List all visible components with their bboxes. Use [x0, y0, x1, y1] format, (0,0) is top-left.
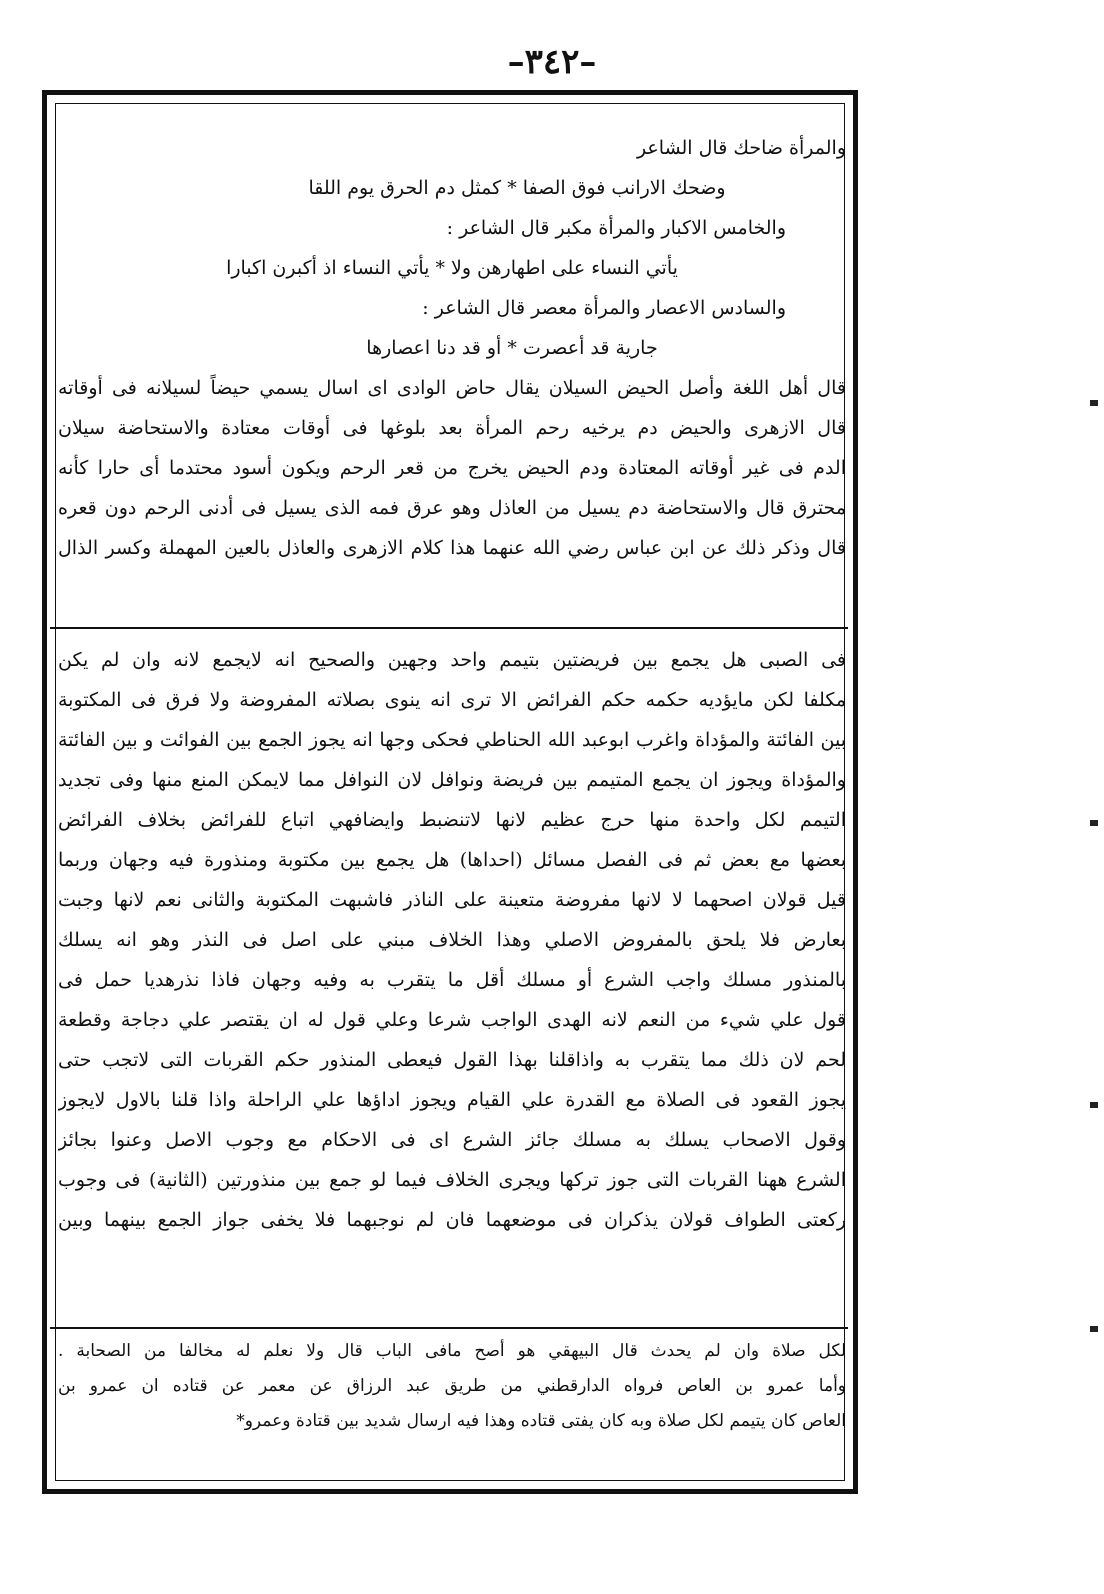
footnote-section: [58, 1334, 846, 1439]
text-line: يجوز القعود فى الصلاة مع القدرة علي القيام ويجوز اداؤها علي الراحلة واذا قلنا بالاول لايجوز: [58, 1089, 846, 1111]
text-line: الدم فى غير أوقاته المعتادة ودم الحيض يخرج من قعر الرحم ويكون أسود محتدما أى حارا كأنه: [58, 457, 846, 479]
scan-mark: [1090, 400, 1098, 406]
text-line: التيمم لكل واحدة منها حرج عظيم لانها لاتنضبط وايضافهي اتباع للفرائض بخلاف الفرائض: [58, 809, 846, 831]
verse-line: وضحك الارانب فوق الصفا * كمثل دم الحرق يوم اللقا: [308, 177, 726, 199]
verse-line: جارية قد أعصرت * أو قد دنا اعصارها: [366, 337, 658, 359]
text-line: بين الفائتة والمؤداة واغرب ابوعبد الله الحناطي فحكى وجها انه يجوز الجمع بين الفوائت و بين الفائتة: [58, 729, 846, 751]
footnote-line: وأما عمرو بن العاص فرواه الدارقطني من طريق عبد الرزاق عن معمر عن قتاده ان عمرو بن: [58, 1376, 846, 1396]
upper-section: [58, 128, 846, 568]
text-line: قال الازهرى والحيض دم يرخيه رحم المرأة بعد بلوغها فى أوقات معتادة والاستحاضة سيلان: [58, 417, 846, 439]
text-line: وقول الاصحاب يسلك به مسلك جائز الشرع اى فى الاحكام مع وجوب الاصل وعنوا بجائز: [58, 1129, 846, 1151]
text-line: الشرع ههنا القربات التى جوز تركها ويجرى الخلاف فيما لو جمع بين منذورتين (الثانية) فى وجوب: [58, 1169, 846, 1191]
footnote-line: لكل صلاة وان لم يحدث قال البيهقي هو أصح مافى الباب قال ولا نعلم له مخالفا من الصحابة .: [58, 1341, 846, 1361]
text-line: والخامس الاكبار والمرأة مكبر قال الشاعر :: [446, 217, 786, 239]
verse-line: يأتي النساء على اطهارهن ولا * يأتي النساء اذ أكبرن اكبارا: [226, 257, 678, 279]
scan-mark: [1090, 1326, 1098, 1332]
text-line: والمرأة ضاحك قال الشاعر: [636, 137, 846, 159]
text-line: بعارض فلا يلحق بالمفروض الاصلي وهذا الخلاف مبني على اصل فى النذر وهو انه يسلك: [58, 929, 846, 951]
text-line: بالمنذور مسلك واجب الشرع أو مسلك أقل ما يتقرب به وفيه وجهان فاذا نذرهديا حمل فى: [58, 969, 846, 991]
text-line: قول علي شيء من النعم لانه الهدى الواجب شرعا وعلي قول له ان يقتصر علي دجاجة وقطعة: [58, 1009, 846, 1031]
text-line: ركعتى الطواف قولان يذكران فى موضعهما فان لم نوجبهما فلا يخفى جواز الجمع بينهما وبين: [58, 1209, 846, 1231]
text-line: قال أهل اللغة وأصل الحيض السيلان يقال حاض الوادى اى اسال يسمي حيضاً لسيلانه فى أوقاته: [58, 377, 846, 399]
text-line: قيل قولان اصحهما لا لانها مفروضة متعينة على الناذر فاشبهت المكتوبة والثانى نعم لانها وجبت: [58, 889, 846, 911]
section-divider: [50, 627, 848, 629]
text-line: فى الصبى هل يجمع بين فريضتين بتيمم واحد وجهين والصحيح انه لايجمع لانه وان لم يكن: [58, 649, 846, 671]
page-number: –٣٤٢–: [507, 42, 597, 82]
text-line: قال وذكر ذلك عن ابن عباس رضي الله عنهما هذا كلام الازهرى والعاذل بالعين المهملة وكسر الذال: [58, 537, 846, 559]
footnote-divider: [50, 1327, 848, 1329]
text-line: والسادس الاعصار والمرأة معصر قال الشاعر :: [422, 297, 786, 319]
footnote-line: العاص كان يتيمم لكل صلاة وبه كان يفتى قتاده وهذا فيه ارسال شديد بين قتادة وعمرو*: [236, 1411, 846, 1431]
text-line: لحم لان ذلك مما يتقرب به واذاقلنا بهذا القول فيعطى المنذور حكم القربات التى لاتجب حتى: [58, 1049, 846, 1071]
scan-mark: [1090, 820, 1098, 826]
text-line: مكلفا لكن مايؤديه حكمه حكم الفرائض الا ترى انه ينوى بصلاته المفروضة ولا فرق فى المكتوبة: [58, 689, 846, 711]
text-line: محترق قال والاستحاضة دم يسيل من العاذل وهو عرق فمه الذى يسيل فى أدنى الرحم دون قعره: [58, 497, 846, 519]
text-line: بعضها مع بعض ثم فى الفصل مسائل (احداها) هل يجمع بين مكتوبة ومنذورة فيه وجهان وربما: [58, 849, 846, 871]
scan-mark: [1090, 1102, 1098, 1108]
middle-section: [58, 640, 846, 1240]
text-line: والمؤداة ويجوز ان يجمع المتيمم بين فريضة ونوافل لان النوافل مما لايمكن المنع منها وفى تجديد: [58, 769, 846, 791]
